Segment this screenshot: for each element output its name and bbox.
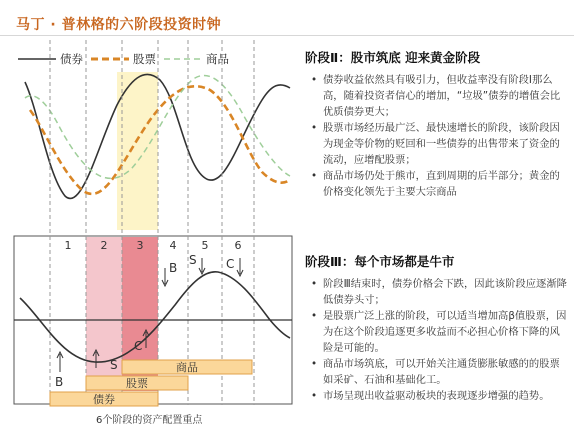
list-item: • 市场呈现出收益驱动板块的表现逐步增强的趋势。	[305, 388, 567, 404]
phase-number-1: 1	[64, 239, 72, 252]
phase-number-3: 3	[136, 239, 144, 252]
section-phase-3-list	[305, 276, 567, 404]
marker-label-C-bottom: C	[134, 339, 143, 353]
list-item: • 商品市场筑底，可以开始关注通货膨胀敏感的的股票如采矿、石油和基础化工。	[305, 356, 567, 388]
legend-label-stock: 股票	[133, 52, 156, 66]
phase-number-5: 5	[201, 239, 209, 252]
marker-label-S-bottom: S	[110, 358, 118, 372]
phase-number-2: 2	[100, 239, 108, 252]
legend-label-commodity: 商品	[206, 52, 229, 66]
legend-label-bond: 债券	[60, 52, 83, 66]
marker-label-S-top: S	[189, 253, 197, 267]
phase-number-4: 4	[169, 239, 177, 252]
section-phase-3-title: 阶段Ⅲ：每个市场都是牛市	[305, 254, 455, 269]
bar-label-commodity: 商品	[176, 361, 198, 374]
phase-number-6: 6	[234, 239, 242, 252]
stock-curve	[30, 86, 290, 194]
bar-label-stock: 股票	[126, 377, 148, 390]
list-item: • 商品市场仍处于熊市，直到周期的后半部分；黄金的价格变化领先于主要大宗商品	[305, 168, 567, 200]
diagram-caption: 6个阶段的资产配置重点	[96, 415, 203, 426]
section-phase-2-title: 阶段Ⅱ：股市筑底 迎来黄金阶段	[305, 50, 481, 65]
section-phase-2	[305, 48, 567, 200]
section-phase-3	[305, 252, 567, 404]
page-title: 马丁 · 普林格的六阶段投资时钟	[16, 17, 222, 33]
list-item: • 股票市场经历最广泛、最快速增长的阶段，该阶段因为现金等价物的贬回和一些债券的出售带来了资金的流动，应增配股票；	[305, 120, 567, 168]
bar-label-bond: 债券	[93, 393, 115, 406]
marker-label-C-top: C	[226, 257, 235, 271]
list-item: • 是股票广泛上涨的阶段，可以适当增加高β值股票，因为在这个阶段追逐更多收益而不必担心价格下降的风险是可能的。	[305, 308, 567, 356]
list-item: • 债券收益依然具有吸引力，但收益率没有阶段Ⅰ那么高，随着投资者信心的增加，“垃圾”债券的增值会比优质债券更大；	[305, 72, 567, 120]
section-phase-2-list	[305, 72, 567, 200]
marker-label-B-top: B	[169, 261, 178, 275]
marker-label-B-bottom: B	[55, 375, 64, 389]
list-item: • 阶段Ⅲ结束时，债券价格会下跌，因此该阶段应逐渐降低债券头寸；	[305, 276, 567, 308]
